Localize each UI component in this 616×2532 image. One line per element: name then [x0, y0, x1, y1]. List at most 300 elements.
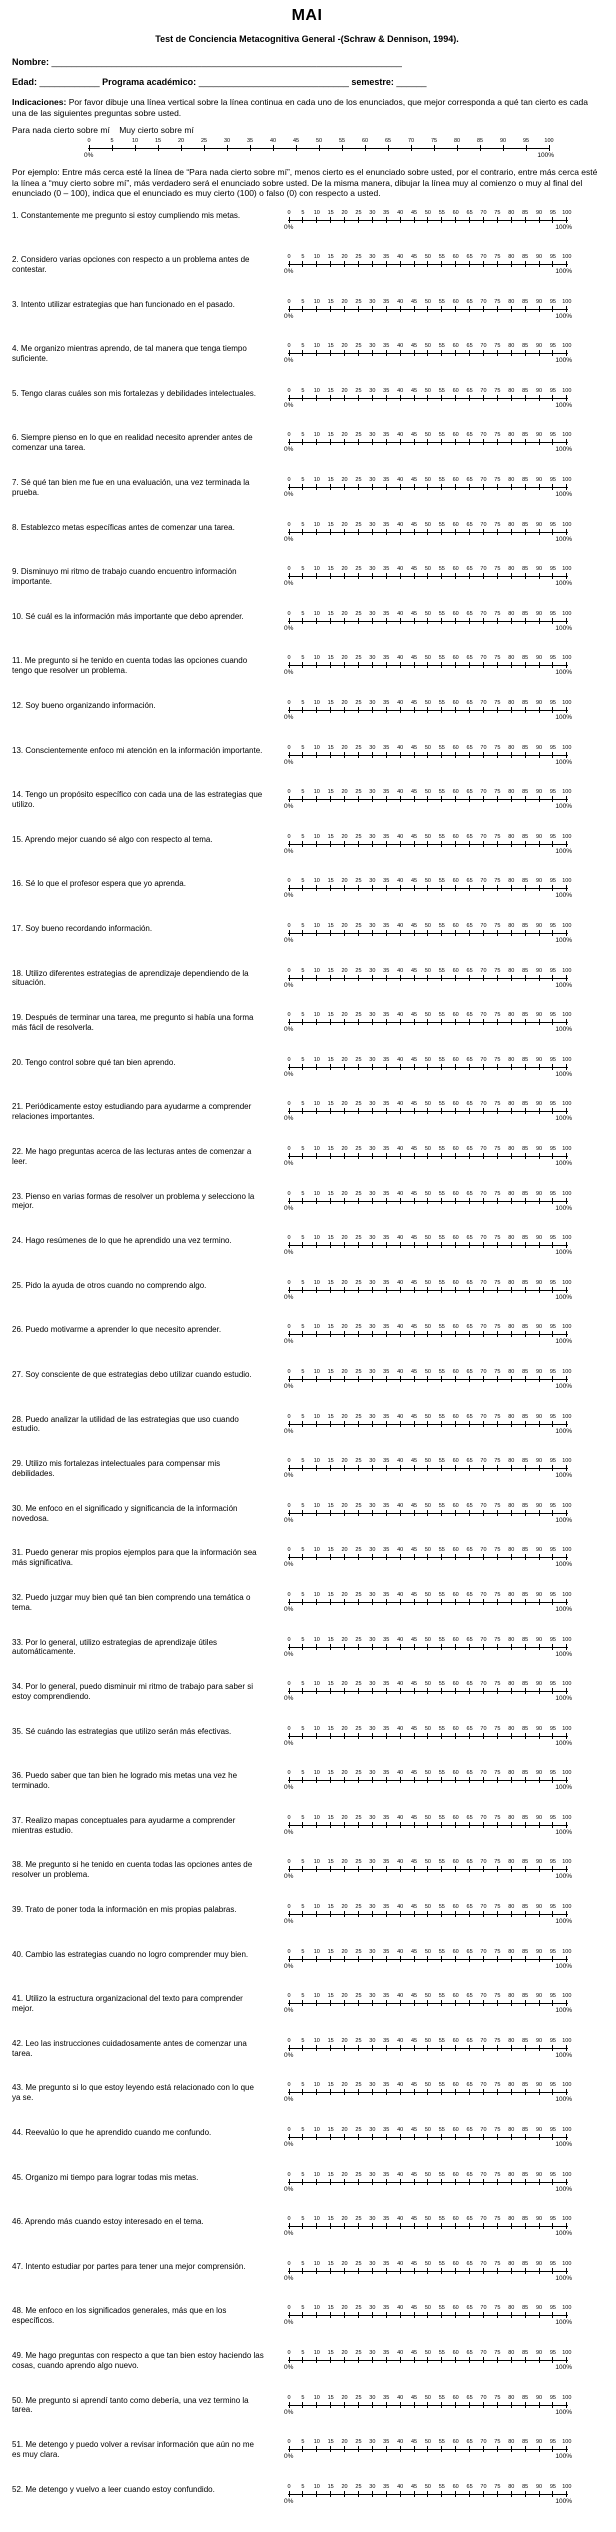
tick-number: 55: [438, 744, 445, 751]
tick-number: 65: [384, 138, 392, 144]
tick-number: 80: [508, 2216, 515, 2223]
rating-ruler[interactable]: [284, 477, 572, 490]
tick-mark: [497, 395, 498, 401]
tick-number: 70: [480, 1770, 487, 1777]
tick-mark: [400, 1510, 401, 1516]
tick-mark: [511, 2179, 512, 2185]
scale-tick: [492, 1503, 502, 1516]
tick-mark: [552, 573, 553, 579]
min-percent-label: 0%: [284, 847, 294, 855]
percent-labels: [284, 2453, 572, 2461]
tick-mark: [539, 2089, 540, 2095]
scale-tick: [520, 2261, 530, 2274]
tick-mark: [469, 1198, 470, 1204]
question-scale: [284, 1101, 572, 1123]
scale-tick: [451, 611, 461, 624]
tick-number: 65: [466, 566, 473, 573]
tick-number: 10: [313, 2394, 320, 2401]
tick-mark: [511, 1510, 512, 1516]
tick-number: 100: [562, 1413, 572, 1420]
tick-number: 40: [397, 833, 404, 840]
tick-mark: [414, 306, 415, 312]
tick-number: 0: [287, 1859, 291, 1866]
tick-number: 90: [535, 2082, 543, 2089]
scale-tick: [340, 2305, 350, 2318]
scale-tick: [395, 1547, 405, 1560]
tick-number: 45: [410, 2439, 418, 2446]
tick-mark: [372, 439, 373, 445]
tick-mark: [400, 439, 401, 445]
scale-tick: [437, 923, 447, 936]
tick-mark: [539, 2179, 540, 2185]
rating-ruler[interactable]: [284, 210, 572, 223]
scale-tick: [548, 2172, 558, 2185]
tick-number: 55: [438, 2305, 445, 2312]
scale-tick: [381, 1369, 391, 1382]
tick-mark: [330, 1956, 331, 1962]
tick-mark: [344, 1733, 345, 1739]
scale-tick: [312, 432, 322, 445]
tick-mark: [483, 975, 484, 981]
rating-ruler[interactable]: [284, 789, 572, 802]
tick-mark: [400, 841, 401, 847]
tick-number: 15: [327, 1413, 334, 1420]
scale-tick: [451, 522, 461, 535]
rating-ruler[interactable]: [284, 1904, 572, 1917]
scale-tick: [353, 2038, 363, 2051]
rating-ruler[interactable]: [284, 700, 572, 713]
scale-tick: [284, 1904, 294, 1917]
rating-ruler[interactable]: [284, 923, 572, 936]
tick-number: 55: [438, 1190, 445, 1197]
tick-mark: [400, 707, 401, 713]
rating-ruler[interactable]: [284, 655, 572, 668]
tick-number: 75: [494, 1368, 501, 1375]
tick-number: 0: [287, 1413, 291, 1420]
tick-number: 30: [369, 1458, 376, 1465]
tick-mark: [400, 2089, 401, 2095]
tick-number: 60: [452, 566, 459, 573]
tick-number: 95: [549, 1413, 556, 1420]
rating-ruler[interactable]: [284, 611, 572, 624]
scale-tick: [312, 2216, 322, 2229]
tick-number: 55: [438, 2350, 445, 2356]
tick-mark: [289, 1242, 290, 1248]
tick-number: 75: [494, 2483, 501, 2490]
rating-ruler[interactable]: [284, 968, 572, 981]
rating-ruler[interactable]: [284, 2350, 572, 2363]
scale-tick: [423, 1101, 433, 1114]
question-number: 29.: [12, 1459, 24, 1469]
example-ruler[interactable]: [84, 138, 554, 151]
tick-number: 95: [522, 138, 530, 144]
tick-mark: [552, 395, 553, 401]
tick-mark: [344, 306, 345, 312]
programa-blank[interactable]: ______________________________: [198, 77, 349, 87]
scale-tick: [562, 2350, 572, 2363]
percent-labels: [284, 1561, 572, 1569]
scale-tick: [451, 432, 461, 445]
scale-tick: [520, 1904, 530, 1917]
tick-mark: [400, 1688, 401, 1694]
tick-mark: [483, 1287, 484, 1293]
tick-number: 50: [424, 1725, 431, 1732]
tick-mark: [441, 1198, 442, 1204]
scale-tick: [381, 1324, 391, 1337]
tick-number: 100: [562, 1190, 572, 1197]
scale-tick: [506, 1949, 516, 1962]
tick-number: 40: [397, 1368, 404, 1375]
rating-ruler[interactable]: [284, 2172, 572, 2185]
tick-mark: [302, 1421, 303, 1427]
tick-mark: [480, 145, 481, 151]
rating-ruler[interactable]: [284, 2216, 572, 2229]
max-percent-label: 100%: [555, 1338, 572, 1346]
question-text: Después de terminar una tarea, me pregunto si había una forma más fácil de resolverla.: [12, 1013, 254, 1032]
tick-mark: [469, 841, 470, 847]
tick-number: 60: [452, 1814, 459, 1821]
question-text: Aprendo mejor cuando sé algo con respecto al tema.: [24, 834, 213, 844]
scale-tick: [367, 611, 377, 624]
scale-tick: [312, 1369, 322, 1382]
max-percent-label: 100%: [555, 223, 572, 231]
tick-mark: [400, 1198, 401, 1204]
scale-tick: [312, 2395, 322, 2408]
scale-tick: [395, 789, 405, 802]
tick-number: 10: [313, 298, 320, 305]
scale-tick: [534, 878, 544, 891]
tick-mark: [511, 1465, 512, 1471]
scale-tick: [284, 2305, 294, 2318]
scale-tick: [298, 254, 308, 267]
rating-ruler[interactable]: [284, 1235, 572, 1248]
semestre-blank[interactable]: ______: [396, 77, 427, 87]
tick-number: 75: [494, 343, 501, 350]
question-text: Intento utilizar estrategias que han funcionado en el pasado.: [20, 299, 235, 309]
tick-mark: [427, 2357, 428, 2363]
percent-labels: [284, 2364, 572, 2372]
tick-mark: [302, 1599, 303, 1605]
rating-ruler[interactable]: [284, 1949, 572, 1962]
tick-number: 10: [313, 1814, 320, 1821]
rating-ruler[interactable]: [284, 2484, 572, 2497]
tick-mark: [302, 2402, 303, 2408]
rating-ruler[interactable]: [284, 878, 572, 891]
scale-tick: [506, 343, 516, 356]
scale-tick: [506, 1324, 516, 1337]
tick-mark: [386, 1599, 387, 1605]
tick-number: 20: [341, 343, 348, 350]
edad-blank[interactable]: ____________: [39, 77, 100, 87]
tick-number: 60: [452, 1145, 459, 1152]
scale-tick: [353, 2127, 363, 2140]
tick-mark: [427, 1198, 428, 1204]
tick-mark: [289, 2134, 290, 2140]
tick-mark: [289, 1376, 290, 1382]
tick-mark: [455, 1688, 456, 1694]
tick-number: 60: [452, 1681, 459, 1688]
scale-tick: [506, 2439, 516, 2452]
tick-mark: [386, 707, 387, 713]
tick-number: 65: [466, 1502, 473, 1509]
rating-ruler[interactable]: [284, 1280, 572, 1293]
rating-ruler[interactable]: [284, 1859, 572, 1872]
tick-mark: [497, 1644, 498, 1650]
tick-mark: [289, 1510, 290, 1516]
tick-number: 90: [535, 1458, 543, 1465]
scale-tick: [534, 1993, 544, 2006]
rating-ruler[interactable]: [284, 1012, 572, 1025]
tick-mark: [344, 662, 345, 668]
tick-number: 25: [355, 1636, 362, 1643]
tick-mark: [302, 573, 303, 579]
rating-ruler[interactable]: [284, 2439, 572, 2452]
tick-mark: [469, 930, 470, 936]
tick-mark: [455, 350, 456, 356]
tick-mark: [344, 261, 345, 267]
max-percent-label: 100%: [555, 1026, 572, 1034]
rating-ruler[interactable]: [284, 1369, 572, 1382]
tick-mark: [441, 1733, 442, 1739]
tick-mark: [455, 752, 456, 758]
scale-tick: [353, 477, 363, 490]
scale-tick: [340, 1280, 350, 1293]
rating-ruler[interactable]: [284, 2038, 572, 2051]
tick-number: 40: [397, 1904, 404, 1911]
tick-mark: [552, 885, 553, 891]
rating-ruler[interactable]: [284, 299, 572, 312]
scale-tick: [409, 923, 419, 936]
rating-ruler[interactable]: [284, 2395, 572, 2408]
tick-mark: [330, 707, 331, 713]
tick-mark: [539, 395, 540, 401]
tick-mark: [497, 350, 498, 356]
tick-number: 70: [480, 2082, 487, 2089]
scale-tick: [298, 2127, 308, 2140]
tick-mark: [344, 1331, 345, 1337]
rating-ruler[interactable]: [284, 2261, 572, 2274]
tick-number: 85: [522, 1056, 529, 1063]
scale-tick: [534, 745, 544, 758]
tick-mark: [441, 1688, 442, 1694]
scale-tick: [353, 1057, 363, 1070]
percent-labels: [284, 580, 572, 588]
tick-mark: [511, 1956, 512, 1962]
tick-mark: [455, 261, 456, 267]
tick-mark: [316, 1465, 317, 1471]
rating-ruler[interactable]: [284, 1637, 572, 1650]
scale-tick: [451, 1726, 461, 1739]
scale-tick: [492, 388, 502, 401]
scale-tick: [367, 1280, 377, 1293]
tick-number: 25: [355, 1814, 362, 1821]
tick-number: 65: [466, 1993, 473, 2000]
tick-number: 30: [369, 1859, 376, 1866]
scale-tick: [534, 2172, 544, 2185]
scale-tick: [465, 1859, 475, 1872]
tick-mark: [427, 1242, 428, 1248]
scale-tick: [562, 210, 572, 223]
tick-mark: [316, 350, 317, 356]
scale-tick: [326, 1235, 336, 1248]
rating-ruler[interactable]: [284, 1592, 572, 1605]
tick-number: 85: [522, 1235, 529, 1242]
tick-mark: [539, 707, 540, 713]
scale-tick: [478, 611, 488, 624]
tick-number: 10: [313, 2037, 320, 2044]
rating-ruler[interactable]: [284, 1547, 572, 1560]
rating-ruler[interactable]: [284, 254, 572, 267]
scale-tick: [326, 2439, 336, 2452]
scale-tick: [506, 968, 516, 981]
tick-number: 30: [369, 2171, 376, 2178]
rating-ruler[interactable]: [284, 745, 572, 758]
tick-number: 0: [287, 1145, 291, 1152]
rating-ruler[interactable]: [284, 1815, 572, 1828]
tick-number: 50: [315, 138, 323, 144]
max-percent-label: 100%: [555, 1650, 572, 1658]
question-statement: [12, 834, 264, 845]
tick-number: 15: [327, 655, 334, 662]
percent-labels: [284, 2230, 572, 2238]
scale-tick: [381, 745, 391, 758]
question-scale: [284, 700, 572, 722]
tick-number: 25: [355, 789, 362, 796]
nombre-blank[interactable]: ______________________________________________________________________: [51, 57, 402, 67]
tick-mark: [441, 1287, 442, 1293]
scale-tick: [548, 522, 558, 535]
scale-tick: [534, 1146, 544, 1159]
tick-mark: [344, 2045, 345, 2051]
scale-tick: [395, 1637, 405, 1650]
rating-ruler[interactable]: [284, 2082, 572, 2095]
tick-number: 65: [466, 2439, 473, 2446]
tick-mark: [539, 618, 540, 624]
tick-number: 60: [452, 1279, 459, 1286]
tick-mark: [414, 1510, 415, 1516]
rating-ruler[interactable]: [284, 522, 572, 535]
tick-mark: [316, 2402, 317, 2408]
scale-tick: [437, 2350, 447, 2363]
scale-tick: [520, 299, 530, 312]
tick-mark: [566, 2446, 567, 2452]
scale-tick: [548, 432, 558, 445]
scale-tick: [298, 745, 308, 758]
rating-ruler[interactable]: [284, 1726, 572, 1739]
scale-tick: [520, 1146, 530, 1159]
tick-mark: [497, 573, 498, 579]
tick-mark: [497, 1822, 498, 1828]
rating-ruler[interactable]: [284, 388, 572, 401]
rating-ruler[interactable]: [284, 1681, 572, 1694]
rating-ruler[interactable]: [284, 834, 572, 847]
tick-mark: [552, 2045, 553, 2051]
tick-number: 65: [466, 1190, 473, 1197]
tick-mark: [483, 707, 484, 713]
tick-mark: [497, 662, 498, 668]
rating-ruler[interactable]: [284, 1993, 572, 2006]
scale-tick: [437, 1592, 447, 1605]
tick-mark: [525, 752, 526, 758]
scale-tick: [451, 343, 461, 356]
scale-tick: [367, 432, 377, 445]
scale-tick: [312, 477, 322, 490]
tick-mark: [316, 1242, 317, 1248]
rating-ruler[interactable]: [284, 1057, 572, 1070]
question-scale: [284, 2216, 572, 2238]
tick-mark: [316, 2491, 317, 2497]
tick-mark: [552, 1911, 553, 1917]
rating-ruler[interactable]: [284, 1503, 572, 1516]
percent-labels: [284, 2052, 572, 2060]
tick-number: 85: [522, 2127, 529, 2134]
rating-ruler[interactable]: [284, 1770, 572, 1783]
rating-ruler[interactable]: [284, 1324, 572, 1337]
rating-ruler[interactable]: [284, 1146, 572, 1159]
tick-mark: [552, 2089, 553, 2095]
tick-number: 20: [341, 1948, 348, 1955]
tick-mark: [372, 261, 373, 267]
tick-number: 10: [313, 1279, 320, 1286]
tick-mark: [344, 1599, 345, 1605]
rating-ruler[interactable]: [284, 2305, 572, 2318]
tick-number: 60: [452, 254, 459, 261]
tick-mark: [552, 1554, 553, 1560]
tick-mark: [539, 1331, 540, 1337]
rating-ruler[interactable]: [284, 1101, 572, 1114]
max-percent-label: 100%: [555, 2364, 572, 2371]
tick-number: 0: [287, 1770, 291, 1777]
tick-number: 10: [313, 1904, 320, 1911]
tick-number: 90: [535, 298, 543, 305]
tick-number: 5: [301, 521, 305, 528]
scale-tick: [423, 1859, 433, 1872]
tick-number: 10: [313, 1636, 320, 1643]
scale-tick: [409, 700, 419, 713]
scale-tick: [284, 968, 294, 981]
rating-ruler[interactable]: [284, 1191, 572, 1204]
tick-number: 85: [522, 744, 529, 751]
tick-number: 95: [549, 1279, 556, 1286]
tick-mark: [441, 2357, 442, 2363]
rating-ruler[interactable]: [284, 566, 572, 579]
tick-number: 85: [522, 610, 529, 617]
rating-ruler[interactable]: [284, 1458, 572, 1471]
example-scale: [84, 138, 554, 160]
scale-tick: [562, 789, 572, 802]
tick-number: 30: [369, 1324, 376, 1331]
rating-ruler[interactable]: [284, 343, 572, 356]
rating-ruler[interactable]: [284, 1414, 572, 1427]
rating-ruler[interactable]: [284, 2127, 572, 2140]
tick-number: 70: [480, 343, 487, 350]
tick-number: 40: [397, 1413, 404, 1420]
tick-number: 95: [549, 2127, 556, 2134]
tick-mark: [302, 1108, 303, 1114]
tick-number: 40: [397, 477, 404, 484]
rating-ruler[interactable]: [284, 432, 572, 445]
scale-tick: [548, 1726, 558, 1739]
scale-tick: [548, 1146, 558, 1159]
tick-mark: [455, 2223, 456, 2229]
tick-mark: [316, 261, 317, 267]
scale-tick: [520, 522, 530, 535]
scale-tick: [423, 1191, 433, 1204]
tick-number: 0: [287, 2216, 291, 2223]
tick-number: 0: [287, 1904, 291, 1911]
scale-tick: [340, 878, 350, 891]
tick-number: 20: [341, 432, 348, 439]
